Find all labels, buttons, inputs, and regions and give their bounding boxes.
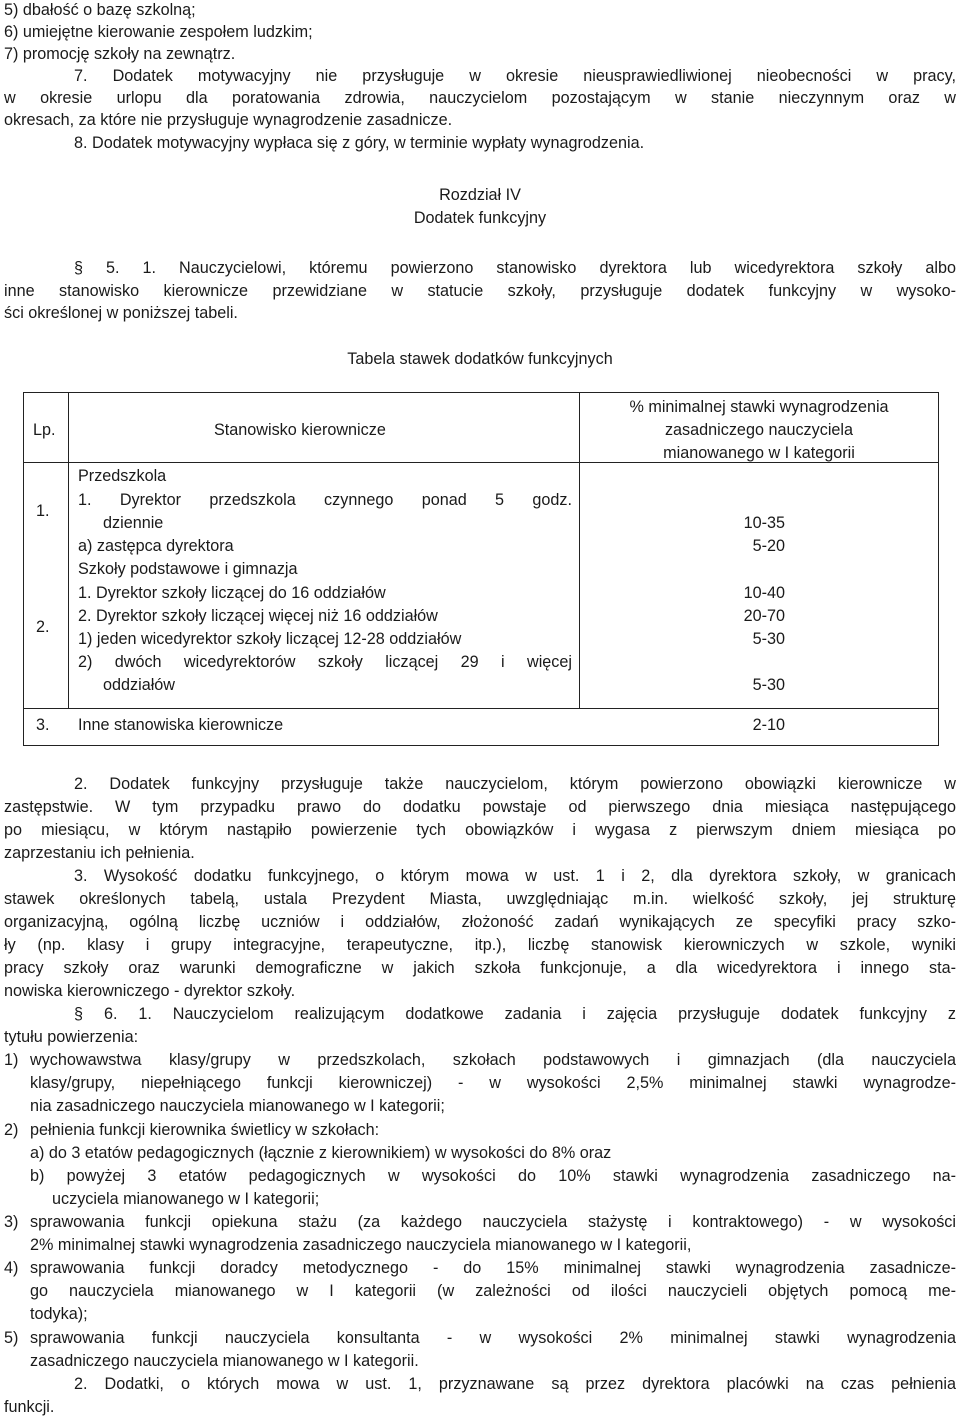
list-item: wychowawstwa klasy/grupy w przedszkolach, szkołach podstawowych i gimnazjach (dla nauczyciela <box>30 1051 956 1069</box>
list-number: 4) <box>4 1259 19 1277</box>
row-number: 1. <box>36 502 50 520</box>
list-item: 2% minimalnej stawki wynagrodzenia zasadniczego nauczyciela mianowanego w I kategorii, <box>30 1236 692 1254</box>
column-header-lp: Lp. <box>33 421 56 439</box>
list-item: 6) umiejętne kierowanie zespołem ludzkim; <box>4 23 313 41</box>
cell-text: Inne stanowiska kierownicze <box>78 716 284 734</box>
list-item: nia zasadniczego nauczyciela mianowanego w I kategorii; <box>30 1097 445 1115</box>
chapter-title: Dodatek funkcyjny <box>413 209 547 227</box>
paragraph-line: 2. Dodatki, o których mowa w ust. 1, przyznawane są przez dyrektora placówki na czas pełnienia <box>74 1375 956 1393</box>
paragraph-line: funkcji. <box>4 1398 55 1416</box>
cell-value: 5-30 <box>752 676 785 694</box>
cell-text: 1. Dyrektor przedszkola czynnego ponad 5 godz. <box>78 491 572 509</box>
paragraph-line: § 5. 1. Nauczycielowi, któremu powierzono stanowisko dyrektora lub wicedyrektora szkoły albo <box>74 259 956 277</box>
column-header-percent: mianowanego w I kategorii <box>663 444 855 462</box>
cell-text: oddziałów <box>103 676 175 694</box>
paragraph-line: pracy szkoły oraz warunki demograficzne w jakich szkoła funkcjonuje, a dla wicedyrektora i innego sta- <box>4 959 956 977</box>
row-number: 3. <box>36 716 50 734</box>
table-divider <box>24 708 938 709</box>
list-item: klasy/grupy, niepełniącego funkcji kierowniczej) - w wysokości 2,5% minimalnej stawki wynagrodze- <box>30 1074 956 1092</box>
chapter-number: Rozdział IV <box>439 186 521 204</box>
cell-text: 2. Dyrektor szkoły liczącej więcej niż 16 oddziałów <box>78 607 438 625</box>
cell-text: Szkoły podstawowe i gimnazja <box>78 560 298 578</box>
paragraph-line: okresach, za które nie przysługuje wynagrodzenie zasadnicze. <box>4 111 453 129</box>
cell-text: a) zastępca dyrektora <box>78 537 234 555</box>
list-item: sprawowania funkcji opiekuna stażu (za każdego nauczyciela stażystę i kontraktowego) - w wysokości <box>30 1213 956 1231</box>
cell-text: 1. Dyrektor szkoły liczącej do 16 oddziałów <box>78 584 386 602</box>
paragraph-line: ły (np. klasy i grupy integracyjne, terapeutyczne, itp.), liczbę stanowisk kierowniczych w szkole, wyniki <box>4 936 956 954</box>
cell-text: Przedszkola <box>78 467 167 485</box>
row-number: 2. <box>36 618 50 636</box>
table-caption: Tabela stawek dodatków funkcyjnych <box>347 350 613 368</box>
paragraph-line: 7. Dodatek motywacyjny nie przysługuje w okresie nieusprawiedliwionej nieobecności w pracy, <box>74 67 956 85</box>
column-header-percent: zasadniczego nauczyciela <box>664 421 854 439</box>
paragraph-line: 3. Wysokość dodatku funkcyjnego, o którym mowa w ust. 1 i 2, dla dyrektora szkoły, w granicach <box>74 867 956 885</box>
paragraph-line: stawek określonych tabelą, ustala Prezydent Miasta, uwzględniając m.in. wielkość szkoły, jej strukturę <box>4 890 956 908</box>
list-item: b) powyżej 3 etatów pedagogicznych w wysokości do 10% stawki wynagrodzenia zasadniczego na- <box>30 1167 956 1185</box>
column-header-percent: % minimalnej stawki wynagrodzenia <box>629 398 889 416</box>
list-number: 5) <box>4 1329 19 1347</box>
list-item: todyka); <box>30 1305 88 1323</box>
list-number: 2) <box>4 1121 19 1139</box>
cell-value: 2-10 <box>752 716 785 734</box>
paragraph-line: organizacyjną, ogólną liczbę uczniów i oddziałów, złożoność zadań wynikających ze specyfiki pracy szko- <box>4 913 956 931</box>
cell-text: dziennie <box>103 514 164 532</box>
list-item: pełnienia funkcji kierownika świetlicy w szkołach: <box>30 1121 380 1139</box>
rates-table <box>23 392 939 746</box>
list-item: sprawowania funkcji nauczyciela konsultanta - w wysokości 2% minimalnej stawki wynagrodzenia <box>30 1329 956 1347</box>
paragraph-line: nowiska kierowniczego - dyrektor szkoły. <box>4 982 296 1000</box>
cell-value: 10-40 <box>743 584 785 602</box>
paragraph-line: ści określonej w poniższej tabeli. <box>4 304 238 322</box>
list-item: uczyciela mianowanego w I kategorii; <box>52 1190 320 1208</box>
cell-value: 20-70 <box>743 607 785 625</box>
cell-value: 5-30 <box>752 630 785 648</box>
paragraph-line: tytułu powierzenia: <box>4 1028 139 1046</box>
cell-text: 2) dwóch wicedyrektorów szkoły liczącej 29 i więcej <box>78 653 572 671</box>
paragraph-line: zaprzestaniu ich pełnienia. <box>4 844 195 862</box>
column-header-position: Stanowisko kierownicze <box>214 421 386 439</box>
cell-value: 10-35 <box>743 514 785 532</box>
paragraph-line: 2. Dodatek funkcyjny przysługuje także nauczycielom, którym powierzono obowiązki kierownicze w <box>74 775 956 793</box>
paragraph-line: inne stanowisko kierownicze przewidziane w statucie szkoły, przysługuje dodatek funkcyjny w wysoko- <box>4 282 956 300</box>
paragraph-line: 8. Dodatek motywacyjny wypłaca się z góry, w terminie wypłaty wynagrodzenia. <box>74 134 645 152</box>
list-item: 7) promocję szkoły na zewnątrz. <box>4 45 236 63</box>
list-number: 1) <box>4 1051 19 1069</box>
list-item: sprawowania funkcji doradcy metodycznego - do 15% minimalnej stawki wynagrodzenia zasadnicze- <box>30 1259 956 1277</box>
cell-text: 1) jeden wicedyrektor szkoły liczącej 12-28 oddziałów <box>78 630 462 648</box>
paragraph-line: w okresie urlopu dla poratowania zdrowia, nauczycielom pozostającym w stanie nieczynnym oraz w <box>4 89 956 107</box>
cell-value: 5-20 <box>752 537 785 555</box>
paragraph-line: § 6. 1. Nauczycielom realizującym dodatkowe zadania i zajęcia przysługuje dodatek funkcyjny z <box>74 1005 956 1023</box>
table-divider <box>68 393 69 708</box>
paragraph-line: zastępstwie. W tym przypadku prawo do dodatku powstaje od pierwszego dnia miesiąca następującego <box>4 798 956 816</box>
list-item: zasadniczego nauczyciela mianowanego w I kategorii. <box>30 1352 419 1370</box>
list-item: go nauczyciela mianowanego w I kategorii (w zależności od ilości nauczycieli objętych pomocą me- <box>30 1282 956 1300</box>
paragraph-line: po miesiącu, w którym nastąpiło powierzenie tych obowiązków i wygasa z pierwszym dniem miesiąca po <box>4 821 956 839</box>
list-number: 3) <box>4 1213 19 1231</box>
list-item: a) do 3 etatów pedagogicznych (łącznie z kierownikiem) w wysokości do 8% oraz <box>30 1144 612 1162</box>
list-item: 5) dbałość o bazę szkolną; <box>4 1 196 19</box>
